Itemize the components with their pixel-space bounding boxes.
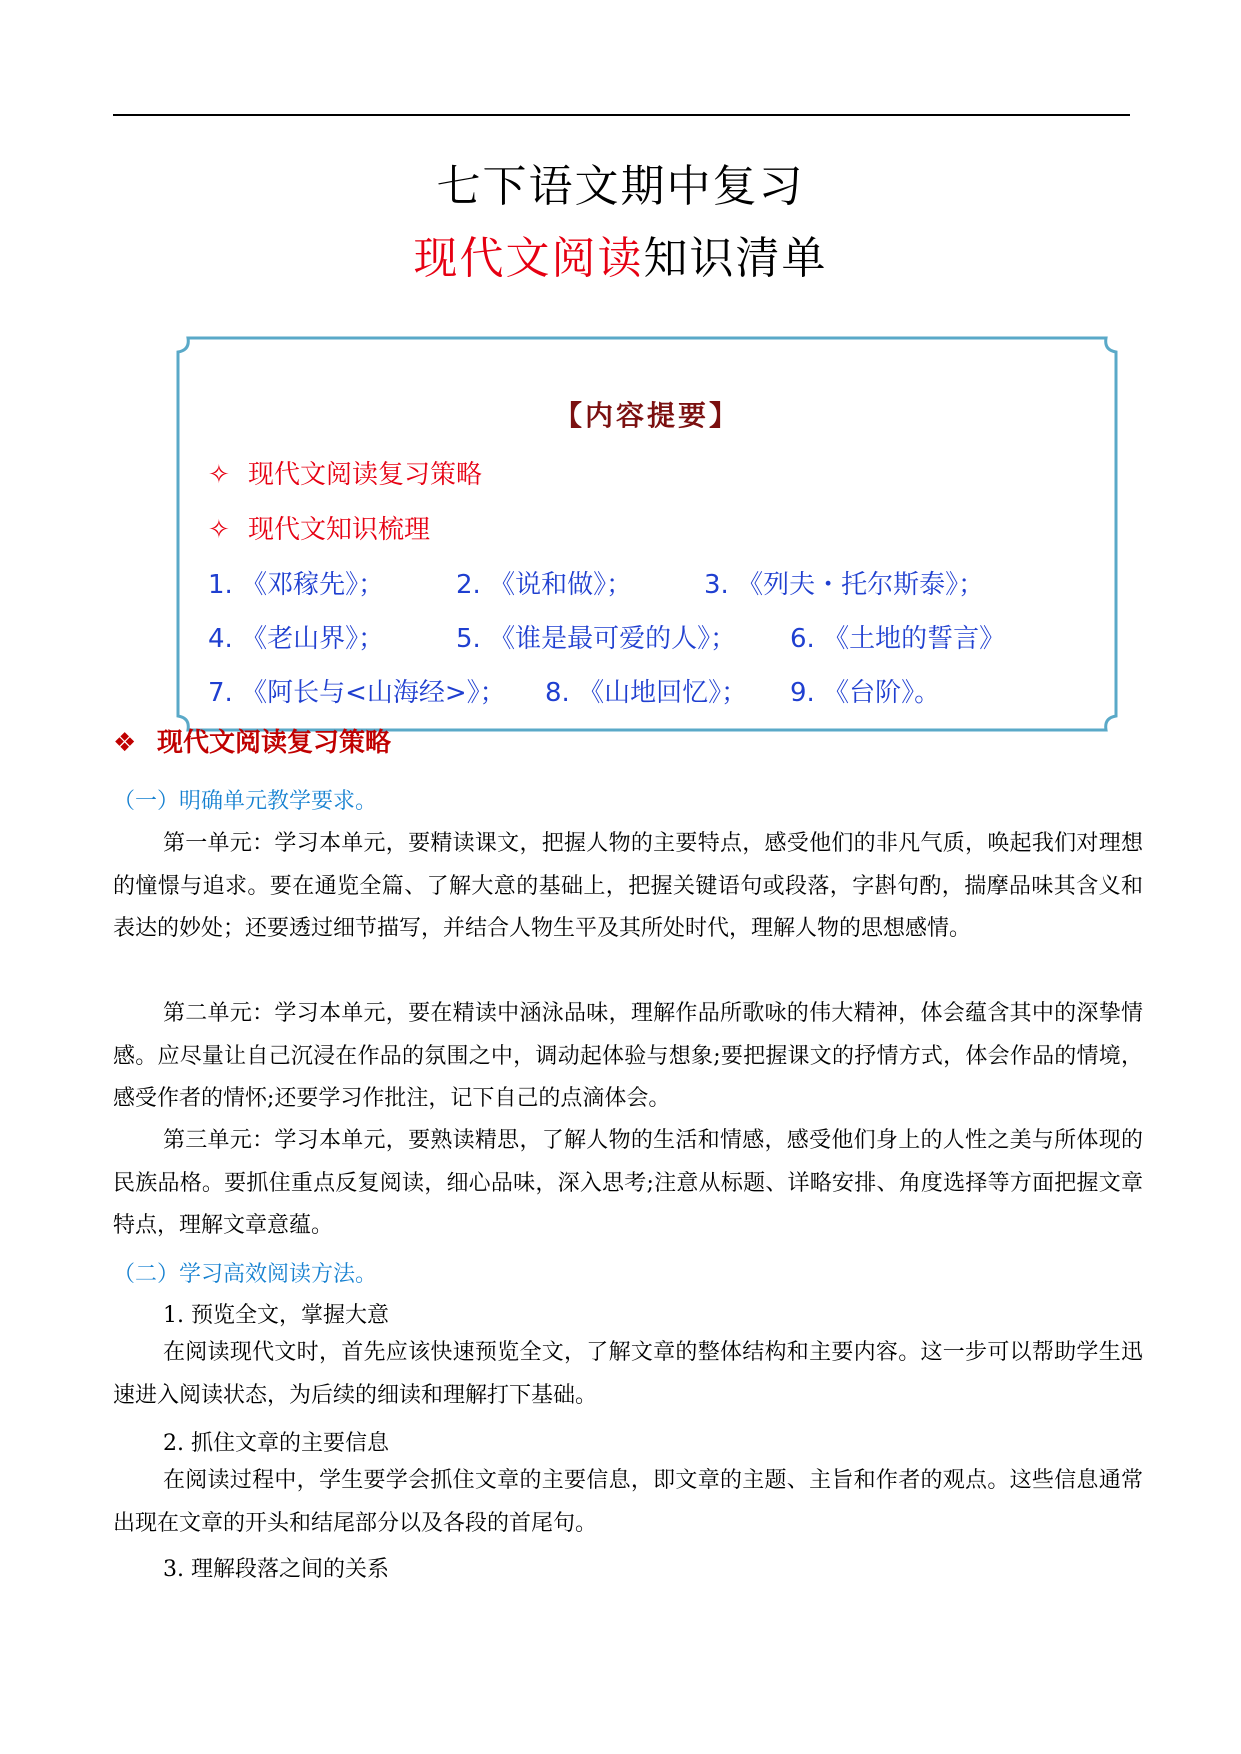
lesson-item: 2. 《说和做》； bbox=[456, 570, 633, 600]
subtitle-red-part: 现代文阅读 bbox=[413, 233, 644, 284]
method-title: 3. 理解段落之间的关系 bbox=[163, 1557, 389, 1582]
top-rule bbox=[113, 114, 1130, 116]
subtitle-black-part: 知识清单 bbox=[643, 233, 828, 284]
summary-item bbox=[208, 509, 430, 546]
lesson-item: 3. 《列夫・托尔斯泰》； bbox=[704, 570, 985, 600]
lesson-item: 9. 《台阶》。 bbox=[790, 678, 941, 708]
lesson-item: 6. 《土地的誓言》 bbox=[790, 624, 1006, 654]
subheading-unit-requirements: （一）明确单元教学要求。 bbox=[113, 789, 378, 814]
sparkle-icon: ✧ bbox=[208, 460, 230, 490]
sparkle-icon: ✧ bbox=[208, 515, 230, 545]
lesson-item: 5. 《谁是最可爱的人》； bbox=[456, 624, 737, 654]
method-title: 2. 抓住文章的主要信息 bbox=[163, 1431, 389, 1456]
section-heading-text: 现代文阅读复习策略 bbox=[157, 728, 392, 758]
method-paragraph: 在阅读现代文时，首先应该快速预览全文，了解文章的整体结构和主要内容。这一步可以帮助学生迅速进入阅读状态，为后续的细读和理解打下基础。 bbox=[113, 1340, 1143, 1408]
lesson-item: 8. 《山地回忆》； bbox=[545, 678, 748, 708]
method-title: 1. 预览全文，掌握大意 bbox=[163, 1303, 389, 1328]
lesson-item: 1. 《邓稼先》； bbox=[208, 570, 385, 600]
paragraph-unit-3: 第三单元：学习本单元，要熟读精思，了解人物的生活和情感，感受他们身上的人性之美与所体现的民族品格。要抓住重点反复阅读，细心品味，深入思考;注意从标题、详略安排、角度选择等方面把握文章特点，理解文章意蕴。 bbox=[113, 1128, 1143, 1238]
document-title: 七下语文期中复习 bbox=[436, 161, 805, 212]
document-subtitle bbox=[0, 222, 1241, 286]
method-paragraph: 在阅读过程中，学生要学会抓住文章的主要信息，即文章的主题、主旨和作者的观点。这些信息通常出现在文章的开头和结尾部分以及各段的首尾句。 bbox=[113, 1468, 1143, 1536]
paragraph-unit-1: 第一单元：学习本单元，要精读课文，把握人物的主要特点，感受他们的非凡气质，唤起我们对理想的憧憬与追求。要在通览全篇、了解大意的基础上，把握关键语句或段落，字斟句酌，揣摩品味其含义和表达的妙处；还要透过细节描写，并结合人物生平及其所处时代，理解人物的思想感情。 bbox=[113, 831, 1143, 941]
summary-item-label: 现代文知识梳理 bbox=[248, 515, 431, 545]
diamond-icon: ❖ bbox=[113, 728, 137, 758]
summary-heading: 【内容提要】 bbox=[553, 399, 740, 432]
subheading-reading-methods: （二）学习高效阅读方法。 bbox=[113, 1262, 378, 1287]
summary-item-label: 现代文阅读复习策略 bbox=[248, 460, 483, 490]
paragraph-unit-2: 第二单元：学习本单元，要在精读中涵泳品味，理解作品所歌咏的伟大精神，体会蕴含其中的深挚情感。应尽量让自己沉浸在作品的氛围之中，调动起体验与想象;要把握课文的抒情方式，体会作品的情境，感受作者的情怀;还要学习作批注，记下自己的点滴体会。 bbox=[113, 1001, 1143, 1111]
summary-item bbox=[208, 454, 482, 491]
lesson-item: 7. 《阿长与<山海经>》； bbox=[208, 678, 506, 708]
summary-box bbox=[174, 334, 1120, 734]
section-heading bbox=[113, 722, 391, 759]
lesson-item: 4. 《老山界》； bbox=[208, 624, 385, 654]
